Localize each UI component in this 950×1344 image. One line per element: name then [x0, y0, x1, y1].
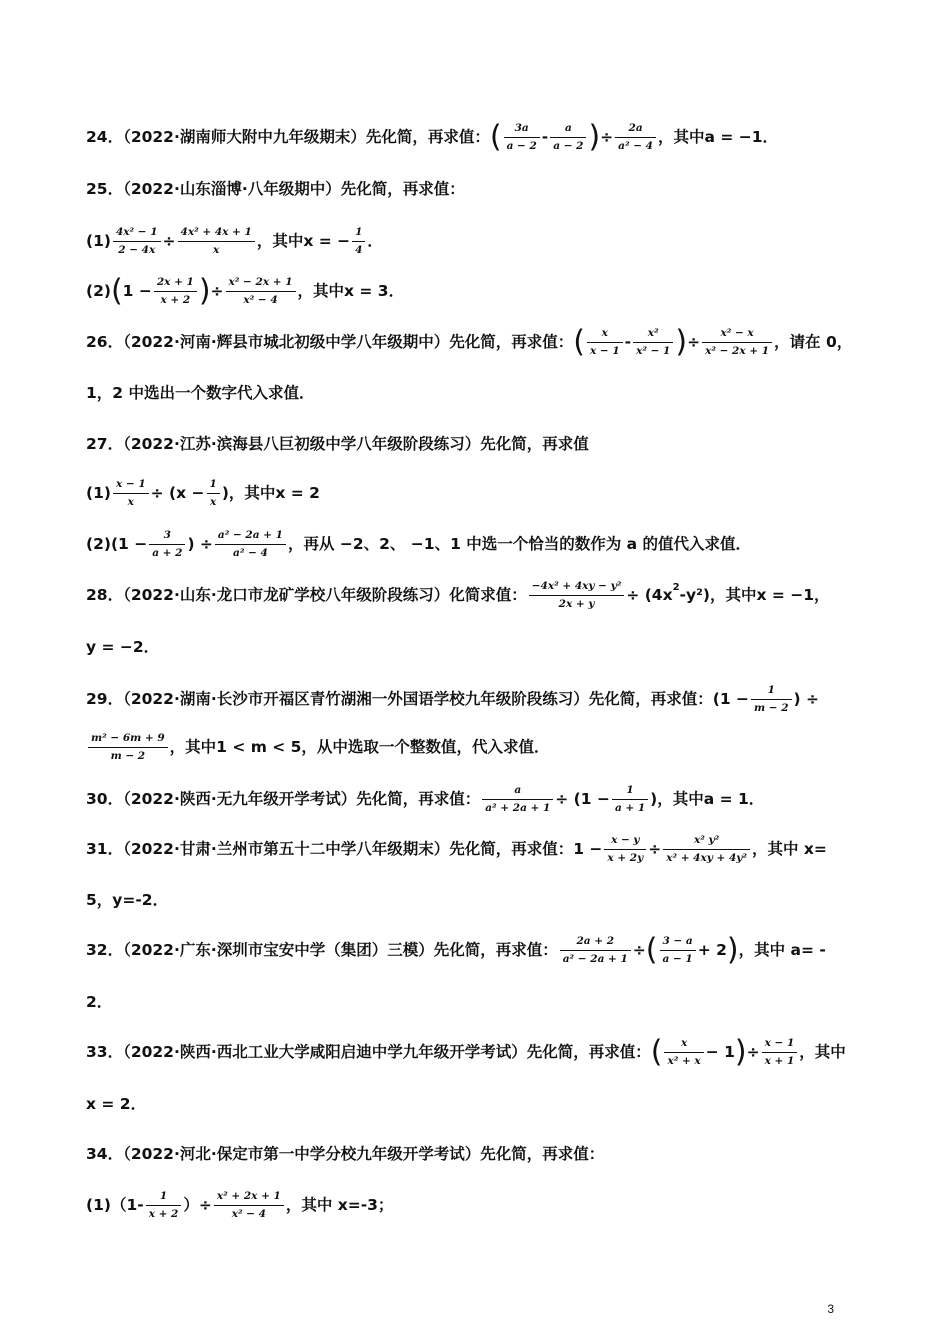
- question-28: 28．（2022·山东·龙口市龙矿学校八年级阶段练习）化简求值： $\frac{\text{−4x² + 4xy − y²}}{2x + y}$ ÷ $(4x^2-y^2)$，其中x = −1，: [86, 580, 830, 611]
- question-30: 30．（2022·陕西·无九年级开学考试）先化简，再求值： $\frac{a}{\text{a² + 2a + 1}}$ ÷ (1 − $\frac{1}{a + 1}$ )，其中a = 1．: [86, 784, 765, 815]
- question-34-part-1: (1)（1- $\frac{1}{x + 2}$ ）÷ $\frac{\text{x² + 2x + 1}}{\text{x² − 4}}$ ，其中 x=-3；: [86, 1190, 394, 1221]
- fraction: $\frac{3a}{a - 2}$: [504, 122, 540, 153]
- question-33: 33．（2022·陕西·西北工业大学咸阳启迪中学九年级开学考试）先化简，再求值：( $\frac{x}{\text{x² + x}}$ − 1)÷ $\frac{x - 1}{x + 1}$ ，其中: [86, 1034, 846, 1070]
- question-32-line-2: 2．: [86, 993, 113, 1011]
- fraction: $\frac{\text{4x² + 4x + 1}}{x}$: [178, 226, 255, 257]
- fraction: $\frac{1}{m - 2}$: [751, 684, 792, 715]
- fraction: $\frac{1}{a + 1}$: [612, 784, 648, 815]
- question-29: 29．（2022·湖南·长沙市开福区青竹湖湘一外国语学校九年级阶段练习）先化简，再求值：(1 − $\frac{1}{m - 2}$ ) ÷: [86, 684, 819, 715]
- question-26: 26．（2022·河南·辉县市城北初级中学八年级期中）先化简，再求值：( $\frac{x}{x - 1}$ - $\frac{\text{x²}}{\text{x² − 1}}$ )÷ $\frac{\text{x² − x}}{\text{x² − 2x + 1}}$ ，请在 0，: [86, 324, 853, 360]
- fraction: $\frac{2a}{\text{a² − 4}}$: [615, 122, 656, 153]
- fraction: $\frac{x - 1}{x + 1}$: [762, 1037, 798, 1068]
- fraction: $\frac{a}{a - 2}$: [550, 122, 586, 153]
- page-number: 3: [827, 1302, 834, 1316]
- question-24: 24．（2022·湖南师大附中九年级期末）先化简，再求值：( $\frac{3a}{a - 2}$ - $\frac{a}{a - 2}$ )÷ $\frac{2a}{\text{a² − 4}}$ ，其中a = −1．: [86, 119, 779, 155]
- fraction: $\frac{x}{\text{x² + x}}$: [664, 1037, 703, 1068]
- fraction: $\frac{x - y}{x + 2y}$: [604, 834, 646, 865]
- fraction: $\frac{2a + 2}{\text{a² − 2a + 1}}$: [560, 935, 631, 966]
- fraction: $\frac{\text{a² − 2a + 1}}{\text{a² − 4}}$: [215, 529, 286, 560]
- fraction: $\frac{1}{x}$: [207, 478, 220, 509]
- fraction: $\frac{3 - a}{a - 1}$: [660, 935, 696, 966]
- fraction: $\frac{a}{\text{a² + 2a + 1}}$: [482, 784, 553, 815]
- question-26-line-2: 1，2 中选出一个数字代入求值．: [86, 384, 315, 402]
- question-34: 34．（2022·河北·保定市第一中学分校九年级开学考试）先化简，再求值：: [86, 1145, 605, 1163]
- question-27: 27．（2022·江苏·滨海县八巨初级中学八年级阶段练习）先化简，再求值: [86, 435, 589, 453]
- fraction: $\frac{\text{x²}}{\text{x² − 1}}$: [633, 327, 673, 358]
- question-28-line-2: y = −2．: [86, 638, 160, 656]
- question-33-line-2: x = 2．: [86, 1095, 147, 1113]
- question-25: 25．（2022·山东淄博·八年级期中）先化简，再求值：: [86, 180, 465, 198]
- fraction: $\frac{\text{x² y²}}{\text{x² + 4xy + 4y²}}$: [663, 834, 750, 865]
- question-24-text: 24．（2022·湖南师大附中九年级期末）先化简，再求值：: [86, 128, 490, 147]
- question-32: 32．（2022·广东·深圳市宝安中学（集团）三模）先化简，再求值： $\frac{2a + 2}{\text{a² − 2a + 1}}$ ÷( $\frac{3 - a}{a - 1}$ + 2)，其中 a= -: [86, 932, 826, 968]
- question-31-line-2: 5，y=-2．: [86, 891, 169, 909]
- question-27-part-1: (1) $\frac{x - 1}{x}$ ÷ (x − $\frac{1}{x}$ )，其中x = 2: [86, 478, 320, 509]
- question-31: 31．（2022·甘肃·兰州市第五十二中学八年级期末）先化简，再求值：1 − $\frac{x - y}{x + 2y}$ ÷ $\frac{\text{x² y²}}{\text{x² + 4xy + 4y²}}$ ，其中 x=: [86, 834, 827, 865]
- question-25-part-1: (1) $\frac{\text{4x² − 1}}{2 - 4x}$ ÷ $\frac{\text{4x² + 4x + 1}}{x}$ ，其中x = − $\frac{1}{4}$ ．: [86, 226, 383, 257]
- question-24-condition: ，其中a = −1．: [658, 128, 779, 147]
- fraction: $\frac{3}{a + 2}$: [149, 529, 185, 560]
- question-27-part-2: (2)(1 − $\frac{3}{a + 2}$ ) ÷ $\frac{\text{a² − 2a + 1}}{\text{a² − 4}}$ ，再从 −2、2、 −1、1 中选一个恰当的数作为 a 的值代入求值．: [86, 529, 752, 560]
- fraction: $\frac{1}{x + 2}$: [146, 1190, 182, 1221]
- fraction: $\frac{x - 1}{x}$: [113, 478, 149, 509]
- fraction: $\frac{\text{m² − 6m + 9}}{m - 2}$: [88, 732, 168, 763]
- fraction: $\frac{x}{x - 1}$: [587, 327, 623, 358]
- question-25-part-2: (2)(1 − $\frac{2x + 1}{x + 2}$ )÷ $\frac{\text{x² − 2x + 1}}{\text{x² − 4}}$ ，其中x = 3．: [86, 273, 405, 309]
- fraction: $\frac{\text{4x² − 1}}{2 - 4x}$: [113, 226, 161, 257]
- fraction: $\frac{1}{4}$: [352, 226, 365, 257]
- fraction: $\frac{\text{x² − x}}{\text{x² − 2x + 1}}$: [702, 327, 772, 358]
- fraction: $\frac{2x + 1}{x + 2}$: [154, 276, 197, 307]
- fraction: $\frac{\text{−4x² + 4xy − y²}}{2x + y}$: [529, 580, 625, 611]
- fraction: $\frac{\text{x² + 2x + 1}}{\text{x² − 4}}$: [214, 1190, 284, 1221]
- question-29-line-2: $\frac{\text{m² − 6m + 9}}{m - 2}$ ，其中1 < m < 5，从中选取一个整数值，代入求值．: [86, 732, 549, 763]
- fraction: $\frac{\text{x² − 2x + 1}}{\text{x² − 4}}$: [226, 276, 296, 307]
